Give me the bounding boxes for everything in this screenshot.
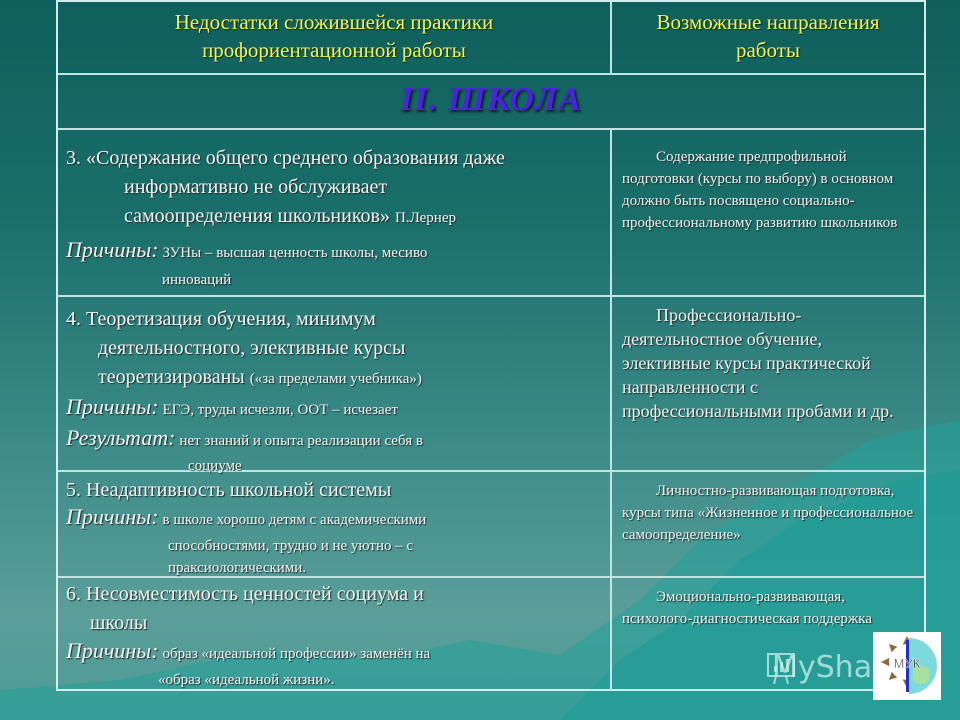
reasons-label: Причины: xyxy=(66,638,159,663)
direction-text: Содержание предпрофильной подготовки (курсы по выбору) в основном должно быть посвящено социально-профессиональному развитию школьников xyxy=(622,149,898,231)
reasons-line1: в школе хорошо детям с академическими xyxy=(162,512,427,528)
table-row xyxy=(58,297,924,472)
reasons-line1: образ «идеальной профессии» заменён на xyxy=(162,646,431,662)
header-cell-shortcomings xyxy=(58,2,612,73)
reasons-line3: праксиологическими. xyxy=(168,560,307,576)
title-line1: «Содержание общего среднего образования даже xyxy=(86,147,505,169)
direction-cell xyxy=(612,472,924,576)
reasons-line2: «образ «идеальной жизни». xyxy=(158,672,335,688)
table-header-row xyxy=(58,2,924,75)
logo-emblem-icon xyxy=(873,632,941,700)
item-number: 3. xyxy=(66,147,81,169)
shortcoming-cell xyxy=(58,472,612,576)
direction-text: Личностно-развивающая подготовка, курсы типа «Жизненное и профессиональное самоопределение» xyxy=(622,483,914,543)
title-line1: Теоретизация обучения, минимум xyxy=(86,308,376,330)
reasons-label: Причины: xyxy=(66,237,159,262)
header-shortcomings-line2: профориентационной работы xyxy=(202,38,466,62)
item-number: 4. xyxy=(66,308,81,330)
shortcoming-title xyxy=(58,144,610,173)
reasons xyxy=(58,505,610,535)
shortcoming-title xyxy=(58,580,610,609)
reasons xyxy=(58,237,610,268)
table-row xyxy=(58,472,924,578)
header-directions-line2: работы xyxy=(735,38,800,62)
watermark: MySha xyxy=(772,650,873,685)
item-number: 5. xyxy=(66,479,81,501)
reasons-label: Причины: xyxy=(66,394,159,419)
direction-text: Эмоционально-развивающая, психолого-диагностическая поддержка xyxy=(622,589,873,627)
title-line3: самоопределения школьников» xyxy=(124,205,390,227)
reasons-line2: способностями, трудно и не уютно – с xyxy=(168,538,414,554)
shortcoming-cell xyxy=(58,130,612,295)
direction-cell xyxy=(612,297,924,470)
result-line1: нет знаний и опыта реализации себя в xyxy=(179,433,423,449)
result xyxy=(58,425,610,456)
reasons xyxy=(58,638,610,669)
title-line2: информативно не обслуживает xyxy=(124,176,388,198)
note: («за пределами учебника») xyxy=(249,371,422,387)
result-label: Результат: xyxy=(66,425,176,450)
title-line3-wrap xyxy=(58,202,610,233)
reasons-label: Причины: xyxy=(66,504,159,529)
title-line3-wrap xyxy=(58,363,610,394)
header-cell-directions xyxy=(612,2,924,73)
reasons xyxy=(58,394,610,425)
shortcoming-title xyxy=(58,305,610,334)
header-directions-line1: Возможные направления xyxy=(656,10,880,34)
shortcoming-cell xyxy=(58,297,612,474)
header-shortcomings-line1: Недостатки сложившейся практики xyxy=(174,10,494,34)
reasons-line1: ЗУНы – высшая ценность школы, месиво xyxy=(162,245,428,261)
shortcoming-cell xyxy=(58,578,612,689)
title-line2: деятельностного, элективные курсы xyxy=(98,337,406,359)
title-line2: школы xyxy=(90,612,148,634)
shortcoming-title xyxy=(58,476,610,505)
section-title: II. ШКОЛА xyxy=(400,81,582,118)
table-row xyxy=(58,130,924,297)
muk-logo xyxy=(873,632,941,700)
item-number: 6. xyxy=(66,583,81,605)
author: П.Лернер xyxy=(394,210,456,226)
result-line2: социуме xyxy=(188,458,242,474)
title-line3: теоретизированы xyxy=(98,366,245,388)
reasons-line2: инноваций xyxy=(162,272,232,288)
direction-text: Профессионально-деятельностное обучение, элективные курсы практической направленности с профессиональными пробами и др. xyxy=(622,305,894,421)
comparison-table xyxy=(56,0,926,691)
reasons-text: ЕГЭ, труды исчезли, ООТ – исчезает xyxy=(162,402,398,418)
title-line1: Несовместимость ценностей социума и xyxy=(86,583,424,605)
section-row xyxy=(58,75,924,130)
direction-cell xyxy=(612,130,924,295)
logo-text: МУК xyxy=(893,656,921,671)
title-line1: Неадаптивность школьной системы xyxy=(86,479,392,501)
